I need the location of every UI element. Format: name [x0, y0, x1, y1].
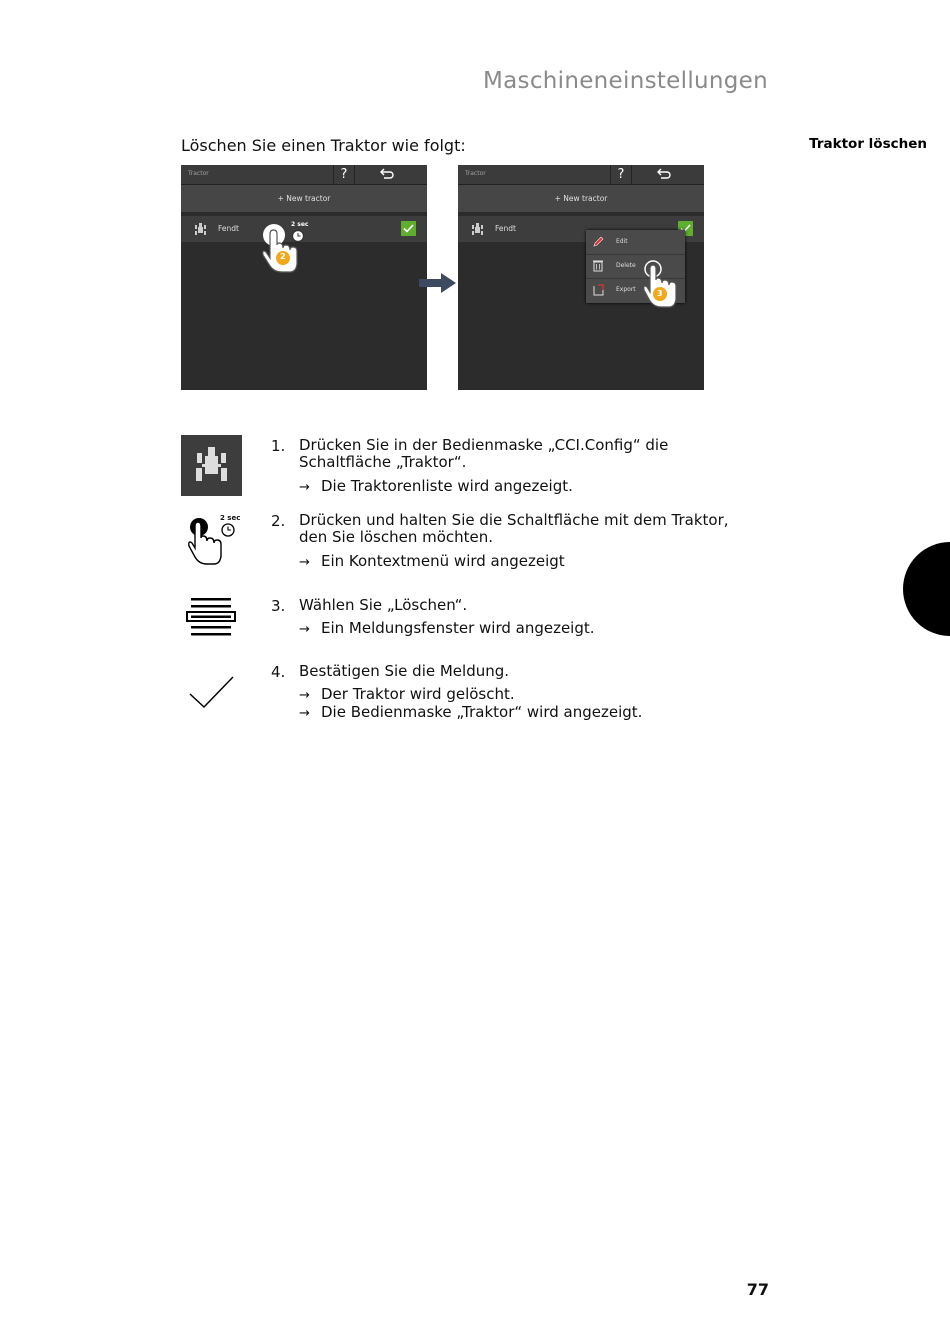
help-button[interactable]: ?: [610, 165, 632, 184]
tractor-icon: [195, 223, 206, 235]
result-arrow-icon: →: [299, 688, 310, 703]
step-number: 3.: [271, 597, 286, 615]
step-instruction: Drücken und halten Sie die Schaltfläche mit dem Traktor, den Sie löschen möchten.: [299, 511, 729, 546]
back-icon[interactable]: [654, 167, 674, 182]
menu-item-label: Edit: [616, 238, 628, 245]
intro-text: Löschen Sie einen Traktor wie folgt:: [181, 136, 466, 155]
menu-item-edit[interactable]: [586, 230, 685, 255]
result-arrow-icon: →: [299, 706, 310, 721]
checkmark-icon: [188, 674, 236, 710]
back-icon[interactable]: [377, 167, 397, 182]
step-result: [299, 477, 573, 495]
screen-title: Tractor: [188, 170, 209, 177]
screen-title-bar: [181, 165, 427, 185]
result-arrow-icon: →: [299, 555, 310, 570]
step-result: [299, 685, 515, 703]
tractor-button-icon: [181, 435, 242, 496]
step-instruction: Bestätigen Sie die Meldung.: [299, 662, 510, 680]
step-result: [299, 552, 565, 570]
export-icon: [592, 283, 604, 296]
result-arrow-icon: →: [299, 480, 310, 495]
menu-list-icon: [186, 596, 236, 638]
chapter-header-title: Maschineneinstellungen: [483, 68, 768, 94]
result-text: Die Traktorenliste wird angezeigt.: [321, 477, 573, 495]
chapter-thumb-tab: [903, 542, 950, 636]
step-instruction: Wählen Sie „Löschen“.: [299, 596, 468, 614]
hold-duration-label: 2 sec: [291, 221, 309, 228]
callout-badge-3: 3: [657, 289, 663, 298]
result-arrow-icon: →: [299, 622, 310, 637]
active-check-icon: [401, 221, 416, 236]
tap-hand-icon: [640, 256, 682, 310]
tractor-name: Fendt: [495, 224, 516, 233]
result-text: Ein Meldungsfenster wird angezeigt.: [321, 619, 595, 637]
screenshot-tractor-list: [181, 165, 427, 390]
menu-item-label: Export: [616, 286, 636, 293]
new-tractor-button[interactable]: + New tractor: [181, 185, 427, 212]
tractor-icon: [472, 223, 483, 235]
screen-title: Tractor: [465, 170, 486, 177]
section-side-heading: Traktor löschen: [809, 136, 927, 152]
step-number: 2.: [271, 512, 286, 530]
result-text: Ein Kontextmenü wird angezeigt: [321, 552, 565, 570]
tractor-name: Fendt: [218, 224, 239, 233]
step-result: [299, 619, 595, 637]
hold-duration-label: 2 sec: [220, 514, 241, 522]
step-number: 4.: [271, 663, 286, 681]
step-result: [299, 703, 642, 721]
result-text: Der Traktor wird gelöscht.: [321, 685, 515, 703]
screen-title-bar: [458, 165, 704, 185]
help-button[interactable]: ?: [333, 165, 355, 184]
new-tractor-button[interactable]: + New tractor: [458, 185, 704, 212]
step-instruction: Drücken Sie in der Bedienmaske „CCI.Config“ die Schaltfläche „Traktor“.: [299, 436, 669, 471]
callout-badge-2: 2: [280, 252, 286, 261]
arrow-right-icon: [419, 272, 457, 294]
pencil-icon: [592, 235, 604, 248]
trash-icon: [592, 259, 604, 272]
menu-item-label: Delete: [616, 262, 636, 269]
step-number: 1.: [271, 437, 286, 455]
page-number: 77: [746, 1280, 769, 1299]
press-hold-icon: [185, 514, 239, 568]
result-text: Die Bedienmaske „Traktor“ wird angezeigt.: [321, 703, 643, 721]
